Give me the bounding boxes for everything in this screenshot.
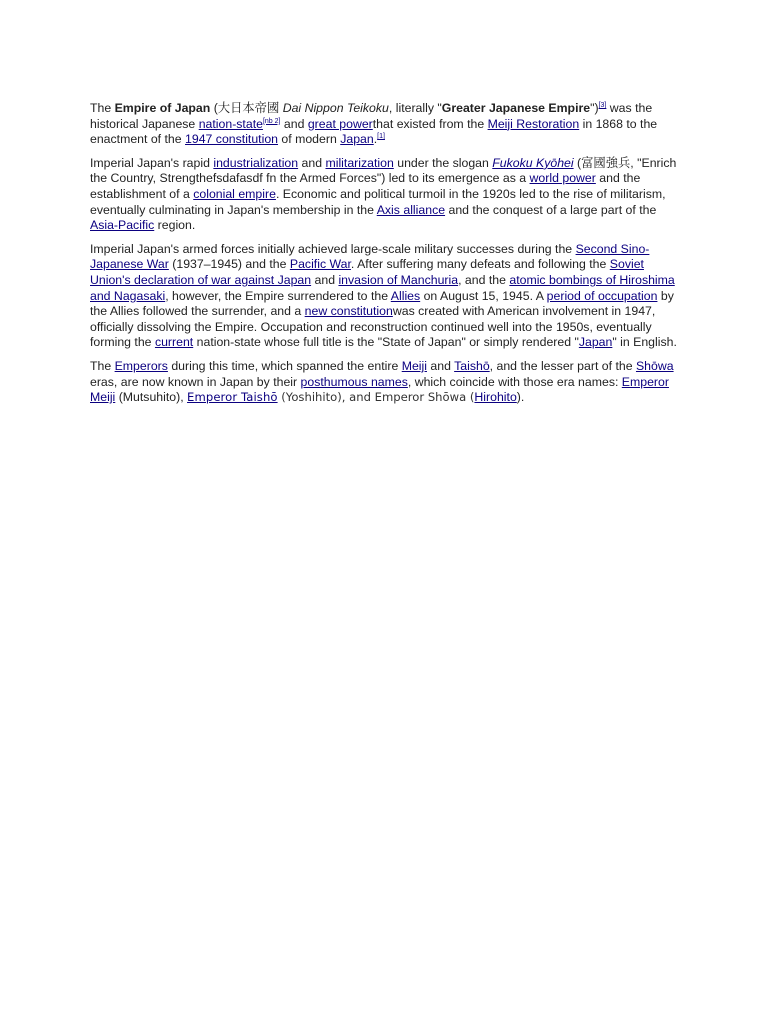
text: (Mutsuhito),	[115, 390, 188, 405]
text: , however, the Empire surrendered to the	[165, 288, 391, 303]
romanized-name-italic: Dai Nippon Teikoku	[282, 101, 389, 115]
link-current[interactable]: current	[154, 335, 194, 350]
article-subject-bold: Empire of Japan	[114, 101, 211, 115]
link-industrialization[interactable]: industrialization	[213, 155, 299, 170]
link-pacific-war[interactable]: Pacific War	[289, 257, 351, 272]
link-second-sino-japanese-war[interactable]: Second Sino-Japanese War	[90, 241, 650, 272]
paragraph-intro	[90, 101, 680, 148]
link-atomic-bombings[interactable]: atomic bombings of Hiroshima and Nagasaki	[90, 272, 675, 303]
text: Imperial Japan's armed forces initially achieved large-scale military successes during the	[90, 241, 576, 256]
text: Imperial Japan's rapid	[90, 155, 214, 170]
link-emperor-taisho[interactable]: Emperor Taishō	[187, 390, 278, 405]
text: and	[311, 272, 339, 287]
link-nation-state[interactable]: nation-state	[198, 116, 263, 131]
note-superscript[interactable]	[263, 118, 281, 125]
link-taisho[interactable]: Taishō	[454, 358, 490, 373]
link-meiji-restoration[interactable]: Meiji Restoration	[487, 116, 580, 131]
reference-link[interactable]: [1]	[377, 133, 385, 141]
link-emperor-meiji[interactable]: Emperor Meiji	[90, 374, 669, 405]
text: was the historical Japanese	[90, 101, 653, 131]
text: (Yoshihito), and Emperor Shōwa (	[277, 390, 475, 405]
text: (富國強兵, "Enrich the Country, Strengthefsdafasdf fn the Armed Forces") led to its emergence as a	[90, 155, 677, 186]
text: of modern	[278, 132, 341, 147]
text: during this time, which spanned the entire	[167, 358, 402, 373]
link-axis-alliance[interactable]: Axis alliance	[376, 202, 446, 217]
link-new-constitution[interactable]: new constitution	[304, 304, 393, 319]
link-great-power[interactable]: great power	[307, 116, 373, 131]
text: , and the lesser part of the	[489, 358, 636, 373]
link-period-of-occupation[interactable]: period of occupation	[546, 288, 658, 303]
link-showa[interactable]: Shōwa	[635, 358, 674, 373]
text: in 1868 to the enactment of the	[90, 116, 658, 147]
text: and	[298, 155, 326, 170]
link-emperors[interactable]: Emperors	[114, 358, 168, 373]
text: ).	[516, 390, 525, 405]
text: " in English.	[612, 335, 677, 350]
text: . Economic and political turmoil in the 1920s led to the rise of militarism, eventually culminating in Japan's membership in the	[90, 186, 666, 217]
text: ")	[590, 101, 599, 115]
link-allies[interactable]: Allies	[390, 288, 421, 303]
link-meiji[interactable]: Meiji	[401, 358, 427, 373]
text: and the conquest of a large part of the	[445, 202, 657, 217]
text: was created with American involvement in 1947, officially dissolving the Empire. Occupation and reconstruction continued well into the 1950s, eventually forming the	[90, 304, 656, 350]
text: The	[90, 101, 115, 115]
link-soviet-declaration-of-war[interactable]: Soviet Union's declaration of war against Japan	[90, 257, 644, 287]
link-asia-pacific[interactable]: Asia-Pacific	[90, 218, 155, 233]
text: by the Allies followed the surrender, and a	[90, 288, 674, 319]
text: .	[373, 132, 378, 147]
text: and the establishment of a	[90, 171, 641, 201]
text: The	[90, 358, 115, 373]
link-japan[interactable]: Japan	[340, 132, 374, 147]
text: on August 15, 1945. A	[420, 288, 547, 303]
link-militarization[interactable]: militarization	[325, 155, 394, 170]
link-invasion-of-manchuria[interactable]: invasion of Manchuria	[338, 272, 459, 287]
article-body	[90, 101, 680, 414]
link-colonial-empire[interactable]: colonial empire	[193, 186, 276, 201]
link-world-power[interactable]: world power	[529, 171, 596, 186]
text: region.	[154, 218, 196, 233]
reference-link[interactable]: [3]	[598, 102, 607, 109]
text: under the slogan	[393, 155, 493, 170]
translation-bold: Greater Japanese Empire	[441, 101, 591, 115]
text: (1937–1945) and the	[168, 257, 290, 272]
text: (大日本帝國	[210, 101, 283, 115]
reference-superscript[interactable]	[377, 133, 385, 140]
link-hirohito[interactable]: Hirohito	[474, 390, 517, 405]
paragraph-war	[90, 242, 680, 351]
note-link[interactable]: [nb 2]	[262, 117, 281, 125]
link-japan[interactable]: Japan	[578, 335, 613, 350]
text: and	[426, 358, 455, 373]
text: , and the	[458, 272, 510, 287]
text: eras, are now known in Japan by their	[90, 374, 301, 389]
text: , which coincide with those era names:	[407, 374, 622, 389]
paragraph-emperors	[90, 359, 680, 406]
text: . After suffering many defeats and following the	[350, 257, 610, 272]
text: and	[280, 116, 308, 131]
link-1947-constitution[interactable]: 1947 constitution	[185, 132, 279, 147]
link-posthumous-names[interactable]: posthumous names	[300, 374, 408, 389]
link-fukoku-kyohei[interactable]: Fukoku Kyōhei	[492, 155, 574, 170]
text: that existed from the	[372, 116, 488, 131]
paragraph-industrialization	[90, 156, 680, 234]
text: , literally "	[388, 101, 442, 115]
text: nation-state whose full title is the "State of Japan" or simply rendered "	[193, 335, 579, 350]
